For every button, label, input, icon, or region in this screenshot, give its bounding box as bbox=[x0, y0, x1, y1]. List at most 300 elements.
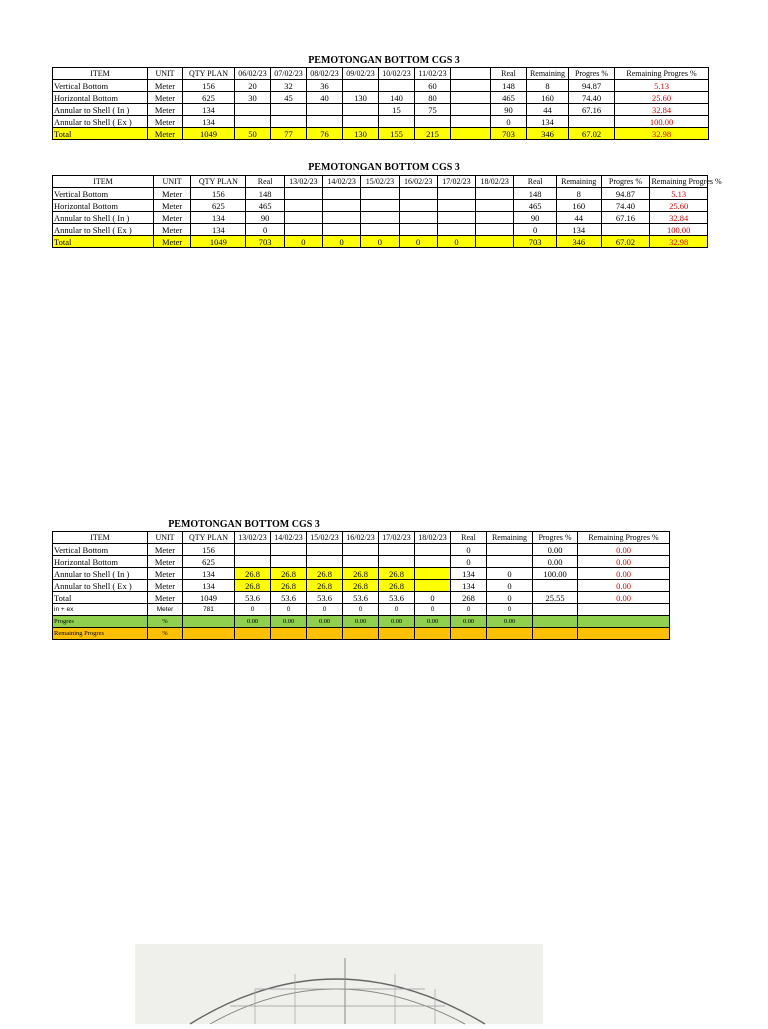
header-cell: Real bbox=[514, 176, 557, 188]
row-label: Total bbox=[53, 236, 154, 248]
table-cell: 53.6 bbox=[379, 592, 415, 604]
table-row bbox=[53, 580, 670, 592]
table-cell: 155 bbox=[379, 128, 415, 140]
table-cell bbox=[437, 212, 475, 224]
row-label: Horizontal Bottom bbox=[53, 556, 148, 568]
table-cell bbox=[437, 188, 475, 200]
table-cell: 15 bbox=[379, 104, 415, 116]
table-cell: 26.8 bbox=[235, 580, 271, 592]
header-cell: UNIT bbox=[148, 68, 183, 80]
header-cell: Remaining bbox=[527, 68, 569, 80]
table-cell: 100.00 bbox=[533, 568, 578, 580]
table-cell: 0 bbox=[487, 604, 533, 616]
table3 bbox=[52, 531, 670, 640]
table-cell: 0.00 bbox=[307, 616, 343, 628]
table-cell: 0.00 bbox=[379, 616, 415, 628]
table-cell: 20 bbox=[235, 80, 271, 92]
table-cell bbox=[451, 104, 491, 116]
table-cell bbox=[399, 224, 437, 236]
table-cell bbox=[437, 200, 475, 212]
table-cell: 0 bbox=[399, 236, 437, 248]
table-cell: 134 bbox=[191, 212, 246, 224]
table-cell: 94.87 bbox=[601, 188, 650, 200]
table-cell bbox=[271, 116, 307, 128]
table-cell: 703 bbox=[514, 236, 557, 248]
row-label: Remaining Progres bbox=[53, 628, 148, 640]
table-cell: 625 bbox=[183, 556, 235, 568]
header-cell: Remaining bbox=[556, 176, 601, 188]
table-cell: 53.6 bbox=[307, 592, 343, 604]
table-cell: 346 bbox=[556, 236, 601, 248]
table-cell bbox=[476, 236, 514, 248]
header-cell: Progres % bbox=[569, 68, 615, 80]
table-cell bbox=[487, 628, 533, 640]
table-cell: 0 bbox=[514, 224, 557, 236]
table-row bbox=[53, 80, 709, 92]
table-row bbox=[53, 224, 708, 236]
table-cell: 32.84 bbox=[650, 212, 708, 224]
table-cell bbox=[476, 224, 514, 236]
table1 bbox=[52, 67, 709, 140]
row-label: Vertical Bottom bbox=[53, 544, 148, 556]
table-cell bbox=[284, 212, 322, 224]
table-cell bbox=[533, 616, 578, 628]
header-cell: QTY PLAN bbox=[191, 176, 246, 188]
table-cell: 8 bbox=[556, 188, 601, 200]
table-cell: % bbox=[148, 628, 183, 640]
table-cell: 50 bbox=[235, 128, 271, 140]
table-cell bbox=[379, 556, 415, 568]
table-cell bbox=[343, 544, 379, 556]
table-cell: 25.60 bbox=[650, 200, 708, 212]
header-cell: 07/02/23 bbox=[271, 68, 307, 80]
table-row bbox=[53, 592, 670, 604]
table-cell: 0.00 bbox=[235, 616, 271, 628]
table-cell: % bbox=[148, 616, 183, 628]
table-cell bbox=[415, 628, 451, 640]
header-cell: Progres % bbox=[601, 176, 650, 188]
table-row bbox=[53, 116, 709, 128]
table-cell: Meter bbox=[148, 80, 183, 92]
table-cell bbox=[399, 188, 437, 200]
table-cell bbox=[307, 104, 343, 116]
table-cell bbox=[533, 628, 578, 640]
header-row bbox=[53, 176, 708, 188]
table-cell bbox=[183, 628, 235, 640]
table-cell: 0.00 bbox=[533, 556, 578, 568]
table-cell: 26.8 bbox=[379, 568, 415, 580]
header-cell: 16/02/23 bbox=[399, 176, 437, 188]
table-cell: 781 bbox=[183, 604, 235, 616]
row-label: in + ex bbox=[53, 604, 148, 616]
header-cell: Remaining Progres % bbox=[651, 176, 722, 186]
header-cell: 06/02/23 bbox=[235, 68, 271, 80]
table-row bbox=[53, 188, 708, 200]
table-row bbox=[53, 616, 670, 628]
header-cell: ITEM bbox=[53, 176, 154, 188]
table-cell bbox=[307, 116, 343, 128]
table-cell: Meter bbox=[148, 556, 183, 568]
table-cell: 0 bbox=[379, 604, 415, 616]
table-cell bbox=[271, 544, 307, 556]
table-cell: 75 bbox=[415, 104, 451, 116]
table-cell: Meter bbox=[148, 128, 183, 140]
table-cell bbox=[437, 224, 475, 236]
row-label: Vertical Bottom bbox=[53, 80, 148, 92]
table-cell: 0 bbox=[235, 604, 271, 616]
table-cell: 25.60 bbox=[615, 92, 709, 104]
table-cell bbox=[399, 200, 437, 212]
table-cell: 32.98 bbox=[650, 236, 708, 248]
table-cell: 0 bbox=[284, 236, 322, 248]
table-cell bbox=[578, 616, 670, 628]
header-cell: UNIT bbox=[154, 176, 191, 188]
header-cell: 16/02/23 bbox=[343, 532, 379, 544]
table-cell bbox=[323, 188, 361, 200]
table-cell bbox=[235, 628, 271, 640]
table-cell: 134 bbox=[556, 224, 601, 236]
table-cell: 0 bbox=[343, 604, 379, 616]
table-cell: 134 bbox=[183, 104, 235, 116]
table-cell: 134 bbox=[527, 116, 569, 128]
header-cell: ITEM bbox=[53, 68, 148, 80]
table-cell bbox=[323, 224, 361, 236]
table-cell: 74.40 bbox=[569, 92, 615, 104]
table-cell bbox=[578, 628, 670, 640]
table-cell bbox=[415, 568, 451, 580]
table-row bbox=[53, 568, 670, 580]
table-cell: 67.02 bbox=[569, 128, 615, 140]
table-cell: 156 bbox=[191, 188, 246, 200]
table-row bbox=[53, 556, 670, 568]
table-cell: 5.13 bbox=[650, 188, 708, 200]
table-cell: 703 bbox=[246, 236, 284, 248]
row-label: Total bbox=[53, 592, 148, 604]
table-row bbox=[53, 604, 670, 616]
table-cell bbox=[415, 544, 451, 556]
table-cell bbox=[487, 556, 533, 568]
table-cell bbox=[451, 128, 491, 140]
table-cell: 703 bbox=[491, 128, 527, 140]
table-cell bbox=[235, 544, 271, 556]
table2-title: PEMOTONGAN BOTTOM CGS 3 bbox=[308, 162, 460, 173]
table-cell: 0.00 bbox=[578, 544, 670, 556]
table-cell: Meter bbox=[154, 224, 191, 236]
table-cell bbox=[343, 116, 379, 128]
header-cell: 18/02/23 bbox=[476, 176, 514, 188]
table-cell: Meter bbox=[148, 92, 183, 104]
header-cell: 13/02/23 bbox=[235, 532, 271, 544]
table-cell: 26.8 bbox=[343, 580, 379, 592]
row-label: Horizontal Bottom bbox=[53, 200, 154, 212]
table-cell bbox=[533, 604, 578, 616]
table-cell: 134 bbox=[183, 116, 235, 128]
table-cell bbox=[379, 544, 415, 556]
table-cell bbox=[271, 556, 307, 568]
header-cell: Remaining Progres % bbox=[615, 68, 709, 80]
table-cell: 0 bbox=[246, 224, 284, 236]
table-cell: 148 bbox=[491, 80, 527, 92]
table-cell: 0.00 bbox=[578, 556, 670, 568]
table-cell: Meter bbox=[148, 544, 183, 556]
table-cell bbox=[569, 116, 615, 128]
table-cell: 465 bbox=[246, 200, 284, 212]
table-cell: 94.87 bbox=[569, 80, 615, 92]
header-cell: 08/02/23 bbox=[307, 68, 343, 80]
header-cell: 14/02/23 bbox=[271, 532, 307, 544]
table-cell: 0 bbox=[451, 556, 487, 568]
table3-title: PEMOTONGAN BOTTOM CGS 3 bbox=[168, 519, 320, 530]
table-cell: 0 bbox=[491, 116, 527, 128]
table-row bbox=[53, 92, 709, 104]
table2 bbox=[52, 175, 722, 248]
table-cell: Meter bbox=[148, 104, 183, 116]
table-cell bbox=[271, 104, 307, 116]
table-cell bbox=[343, 80, 379, 92]
table-cell: 156 bbox=[183, 80, 235, 92]
table-cell bbox=[235, 116, 271, 128]
table-row bbox=[53, 236, 708, 248]
table-cell bbox=[343, 628, 379, 640]
table-cell: 90 bbox=[491, 104, 527, 116]
table-cell: 0 bbox=[415, 604, 451, 616]
row-label: Annular to Shell ( In ) bbox=[53, 212, 154, 224]
header-cell: QTY PLAN bbox=[183, 68, 235, 80]
table-cell: 134 bbox=[451, 580, 487, 592]
table-cell: 25.55 bbox=[533, 592, 578, 604]
table-cell bbox=[271, 628, 307, 640]
table-cell: 0 bbox=[307, 604, 343, 616]
header-cell: QTY PLAN bbox=[183, 532, 235, 544]
table-cell: 0 bbox=[487, 592, 533, 604]
table-cell: 100.00 bbox=[615, 116, 709, 128]
table-cell: 30 bbox=[235, 92, 271, 104]
table-cell: Meter bbox=[148, 592, 183, 604]
table-cell bbox=[415, 116, 451, 128]
table-cell: 26.8 bbox=[271, 568, 307, 580]
row-label: Vertical Bottom bbox=[53, 188, 154, 200]
header-cell bbox=[451, 68, 491, 80]
table-cell: 148 bbox=[246, 188, 284, 200]
table-cell: 67.16 bbox=[601, 212, 650, 224]
table-cell: 26.8 bbox=[235, 568, 271, 580]
table-cell bbox=[284, 224, 322, 236]
table-cell: 26.8 bbox=[343, 568, 379, 580]
table-cell bbox=[361, 212, 399, 224]
table-cell bbox=[379, 80, 415, 92]
table-cell bbox=[183, 616, 235, 628]
table-cell: 90 bbox=[246, 212, 284, 224]
header-cell: 13/02/23 bbox=[284, 176, 322, 188]
table-cell: 53.6 bbox=[235, 592, 271, 604]
header-row bbox=[53, 532, 670, 544]
table-cell bbox=[361, 188, 399, 200]
row-label: Annular to Shell ( Ex ) bbox=[53, 580, 148, 592]
table-cell: 0 bbox=[451, 544, 487, 556]
table-cell: 90 bbox=[514, 212, 557, 224]
table-cell: 53.6 bbox=[271, 592, 307, 604]
header-cell: 15/02/23 bbox=[307, 532, 343, 544]
table-cell: 134 bbox=[183, 568, 235, 580]
table-cell: 26.8 bbox=[307, 580, 343, 592]
table-cell: 44 bbox=[527, 104, 569, 116]
table-cell: Meter bbox=[148, 580, 183, 592]
header-cell: Real bbox=[451, 532, 487, 544]
table-cell: Meter bbox=[154, 236, 191, 248]
table-cell bbox=[476, 200, 514, 212]
table-cell: 74.40 bbox=[601, 200, 650, 212]
row-label: Total bbox=[53, 128, 148, 140]
table-cell: 0.00 bbox=[578, 580, 670, 592]
table-cell bbox=[487, 544, 533, 556]
table-cell: Meter bbox=[148, 568, 183, 580]
table-row bbox=[53, 128, 709, 140]
table-cell bbox=[451, 116, 491, 128]
table-cell: 80 bbox=[415, 92, 451, 104]
table-cell: 36 bbox=[307, 80, 343, 92]
table-cell: 100.00 bbox=[650, 224, 708, 236]
table-cell: Meter bbox=[154, 212, 191, 224]
table-cell bbox=[284, 200, 322, 212]
table-cell: 130 bbox=[343, 92, 379, 104]
header-cell: 17/02/23 bbox=[437, 176, 475, 188]
table-cell: 268 bbox=[451, 592, 487, 604]
table-cell: 130 bbox=[343, 128, 379, 140]
table-cell: 465 bbox=[514, 200, 557, 212]
table-cell bbox=[235, 104, 271, 116]
table-cell: 76 bbox=[307, 128, 343, 140]
table-cell: 215 bbox=[415, 128, 451, 140]
table-cell: 0 bbox=[487, 580, 533, 592]
table-cell: Meter bbox=[154, 188, 191, 200]
table-cell bbox=[476, 212, 514, 224]
header-cell: Remaining Progres % bbox=[578, 532, 670, 544]
table-cell: 0 bbox=[271, 604, 307, 616]
table-cell: 0 bbox=[415, 592, 451, 604]
header-cell: Real bbox=[491, 68, 527, 80]
table-cell: 0.00 bbox=[451, 616, 487, 628]
header-cell: 15/02/23 bbox=[361, 176, 399, 188]
table-cell bbox=[578, 604, 670, 616]
table-cell: 44 bbox=[556, 212, 601, 224]
table-cell bbox=[601, 224, 650, 236]
table-cell bbox=[379, 628, 415, 640]
table-cell: 60 bbox=[415, 80, 451, 92]
table1-title: PEMOTONGAN BOTTOM CGS 3 bbox=[308, 55, 460, 66]
table-cell bbox=[284, 188, 322, 200]
header-cell: UNIT bbox=[148, 532, 183, 544]
table-cell bbox=[415, 580, 451, 592]
table-cell: 26.8 bbox=[379, 580, 415, 592]
table-cell: 148 bbox=[514, 188, 557, 200]
table-cell: 160 bbox=[527, 92, 569, 104]
table-cell: 0 bbox=[487, 568, 533, 580]
table-cell: 26.8 bbox=[271, 580, 307, 592]
table-cell: 67.16 bbox=[569, 104, 615, 116]
table-cell: 625 bbox=[191, 200, 246, 212]
table-row bbox=[53, 200, 708, 212]
table-cell: 53.6 bbox=[343, 592, 379, 604]
table-cell: 0 bbox=[451, 604, 487, 616]
table-cell: 1049 bbox=[191, 236, 246, 248]
table-cell: 0.00 bbox=[343, 616, 379, 628]
table-cell bbox=[361, 224, 399, 236]
table-cell bbox=[361, 200, 399, 212]
table-cell: 160 bbox=[556, 200, 601, 212]
table-cell: Meter bbox=[148, 604, 183, 616]
header-cell: Progres % bbox=[533, 532, 578, 544]
table-cell: Meter bbox=[154, 200, 191, 212]
table-cell bbox=[451, 628, 487, 640]
table-row bbox=[53, 544, 670, 556]
table-cell: 26.8 bbox=[307, 568, 343, 580]
table-cell bbox=[379, 116, 415, 128]
row-label: Horizontal Bottom bbox=[53, 92, 148, 104]
header-cell: 10/02/23 bbox=[379, 68, 415, 80]
header-cell: 09/02/23 bbox=[343, 68, 379, 80]
table-cell: Meter bbox=[148, 116, 183, 128]
table-cell: 346 bbox=[527, 128, 569, 140]
table-cell bbox=[451, 92, 491, 104]
header-cell: ITEM bbox=[53, 532, 148, 544]
table-row bbox=[53, 212, 708, 224]
table-cell: 40 bbox=[307, 92, 343, 104]
header-cell: 11/02/23 bbox=[415, 68, 451, 80]
table-cell bbox=[323, 212, 361, 224]
table-cell bbox=[307, 628, 343, 640]
table-cell: 156 bbox=[183, 544, 235, 556]
table-cell bbox=[476, 188, 514, 200]
table-cell bbox=[323, 200, 361, 212]
table-cell: 134 bbox=[191, 224, 246, 236]
table-cell bbox=[399, 212, 437, 224]
table-cell: 0.00 bbox=[578, 592, 670, 604]
table-cell bbox=[415, 556, 451, 568]
table-cell: 8 bbox=[527, 80, 569, 92]
table-cell: 0.00 bbox=[578, 568, 670, 580]
table-cell bbox=[451, 80, 491, 92]
table-cell bbox=[343, 104, 379, 116]
table-cell: 0.00 bbox=[271, 616, 307, 628]
row-label: Annular to Shell ( In ) bbox=[53, 104, 148, 116]
table-cell: 0.00 bbox=[415, 616, 451, 628]
table-cell: 32 bbox=[271, 80, 307, 92]
row-label: Annular to Shell ( In ) bbox=[53, 568, 148, 580]
table-cell: 45 bbox=[271, 92, 307, 104]
header-row bbox=[53, 68, 709, 80]
row-label: Progres bbox=[53, 616, 148, 628]
header-cell: Real bbox=[246, 176, 284, 188]
header-cell: 14/02/23 bbox=[323, 176, 361, 188]
table-cell: 134 bbox=[183, 580, 235, 592]
row-label: Annular to Shell ( Ex ) bbox=[53, 116, 148, 128]
row-label: Annular to Shell ( Ex ) bbox=[53, 224, 154, 236]
table-cell: 77 bbox=[271, 128, 307, 140]
table-cell bbox=[235, 556, 271, 568]
table-cell: 625 bbox=[183, 92, 235, 104]
table-cell: 1049 bbox=[183, 128, 235, 140]
table-cell: 0 bbox=[437, 236, 475, 248]
header-cell: 17/02/23 bbox=[379, 532, 415, 544]
table-cell: 0.00 bbox=[533, 544, 578, 556]
table-row bbox=[53, 628, 670, 640]
table-cell: 32.98 bbox=[615, 128, 709, 140]
table-cell bbox=[307, 544, 343, 556]
table-cell bbox=[533, 580, 578, 592]
table-cell: 0 bbox=[323, 236, 361, 248]
table-cell: 0.00 bbox=[487, 616, 533, 628]
header-cell: Remaining bbox=[487, 532, 533, 544]
